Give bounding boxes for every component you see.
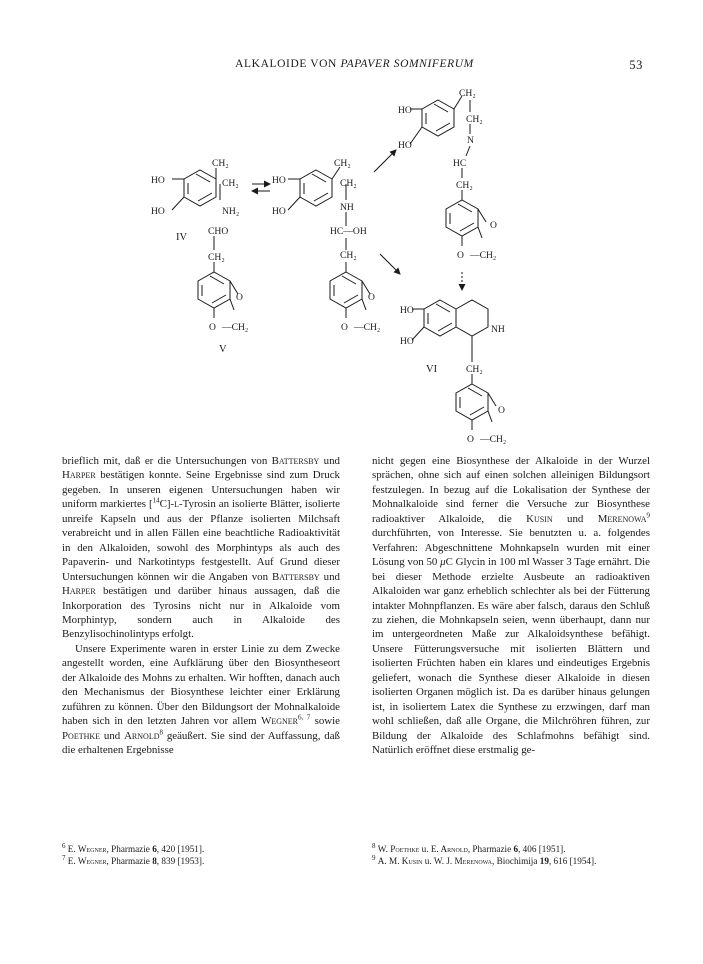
compound-vi-aromatic-ring <box>424 300 456 336</box>
reaction-scheme <box>0 0 703 450</box>
vi-ch2-sub: —CH₂ <box>480 434 507 445</box>
iv-nh2: NH₂ <box>222 206 240 217</box>
footnote-7: $^7$ E. Wegner, Pharmazie 8, 839 [1953]. <box>62 853 205 866</box>
left-paragraph-2: Unsere Experimente waren in erster Linie zu dem Zwecke angestellt worden, eine Aufklärung über den Biosyntheseort der Alkaloide des Mohns zu erhalten. Wir hofften, danach auch den Mechanismus der Biosynthese leichter einer Erklärung zuführen zu können. Über den Bildungsort der Mohnalkaloide haben sich in den letzten Jahren vor allem Wegner$^{6, 7}$ sowie Poethke und Arnold$^8$ geäußert. Sie sind der Auffassung, daß die erhaltenen Ergebnisse <box>62 642 341 757</box>
author-merenowa: Merenowa <box>597 512 647 525</box>
footnote-ref-6-7: 6, 7 <box>298 713 311 722</box>
up-ch2-b: CH₂ <box>456 180 473 191</box>
v-ch2: CH₂ <box>340 178 357 189</box>
up-ho-2: HO <box>398 140 412 151</box>
right-column <box>372 454 650 758</box>
compound-v-lower-ring <box>330 272 362 308</box>
up-hc: HC <box>453 158 467 169</box>
author-harper: Harper <box>62 585 96 598</box>
footnotes-left <box>62 843 352 867</box>
author-harper: Harper <box>62 469 96 482</box>
up-ch2-top: CH₂ <box>459 88 476 99</box>
iv-ch2-sub: —CH₂ <box>222 322 249 333</box>
footnote-8: $^8$ W. Poethke u. E. Arnold, Pharmazie 6, 406 [1951]. <box>372 841 566 854</box>
iv-ch2-b: CH₂ <box>208 252 225 263</box>
v-ho-2: HO <box>272 206 286 217</box>
compound-iv-ring <box>184 170 216 206</box>
author-poethke: Poethke <box>62 729 101 742</box>
page-number: 53 <box>629 58 643 72</box>
author-battersby: Battersby <box>271 455 320 467</box>
vi-o-2: O <box>467 434 474 445</box>
arrow-to-upper <box>374 150 396 172</box>
vi-ho-1: HO <box>400 305 414 316</box>
up-ho-1: HO <box>398 105 412 116</box>
iv-ch2-top: CH₂ <box>212 158 229 169</box>
upper-compound-lower-ring <box>446 200 478 236</box>
author-arnold: Arnold <box>124 729 160 742</box>
footnote-9: $^9$ A. M. Kusin u. W. J. Merenowa, Biochimija 19, 616 [1954]. <box>372 853 597 866</box>
compound-v-ring <box>300 170 332 206</box>
running-title-italic: PAPAVER SOMNIFERUM <box>340 58 474 70</box>
up-o-2: O <box>457 250 464 261</box>
compound-label-v: V <box>219 344 227 355</box>
iv-ch2: CH₂ <box>222 178 239 189</box>
compound-label-vi: VI <box>426 364 438 375</box>
iv-o-1: O <box>236 292 243 303</box>
compound-label-iv: IV <box>176 232 188 243</box>
left-paragraph-1: brieflich mit, daß er die Untersuchungen von Battersby und Harper bestätigen konnte. Seine Ergebnisse sind zum Druck gegeben. In unseren eigenen Untersuchungen haben wir uniform markiertes [$^{14}$C]-l-Tyrosin an isolierte Blätter, isolierte unreife Kapseln und aus der Pflanze isolierten Milchsaft verabreicht und in allen Fällen eine beachtliche Radioaktivität in den Alkaloiden, sowohl des Morphintyps als auch des Papaverin- und Narkotintyps festgestellt. Auf Grund dieser Untersuchungen können wir die Angaben von Battersby und Harper bestätigen und darüber hinaus aussagen, daß die Inkorporation des Tyrosins nicht nur in Alkaloide vom Morphintyp, sondern auch in Alkaloide des Benzylisochinolintyps erfolgt. <box>62 455 340 641</box>
vi-nh: NH <box>491 324 505 335</box>
v-o-2: O <box>341 322 348 333</box>
v-ch2-sub: —CH₂ <box>354 322 381 333</box>
iv-o-2: O <box>209 322 216 333</box>
compound-vi-lower-ring <box>456 384 488 420</box>
compound-iv-aldehyde-ring <box>198 272 230 308</box>
v-ch2-top: CH₂ <box>334 158 351 169</box>
right-paragraph-1: nicht gegen eine Biosynthese der Alkaloide in der Wurzel sprächen, ohne sich auf einen solchen alleinigen Bildungsort festzulegen. In bezug auf die Lokalisation der Synthese der Mohnalkaloide sind ferner die Versuche zur Biosynthese radioaktiver Alkaloide, die Kusin und Merenowa$^9$ durchführten, von Interesse. Sie benutzten u. a. folgendes Verfahren: Abgeschnittene Mohnkapseln wurden mit einer Lösung von 50 μC Glycin in 100 ml Wasser 3 Tage ernährt. Die bei dieser Methode erzielte Ausbeute an radioaktiven Alkaloiden war ganz erheblich schlechter als bei der Fütterung intakter Mohnpflanzen. Es wäre aber falsch, daraus den Schluß zu ziehen, die Mohnkapseln seien, wenn überhaupt, dann nur im untergeordneten Maße zur Alkaloidsynthese befähigt. Unsere Fütterungsversuche mit isolierten Blättern und isolierten Früchten haben ein klares und eindeutiges Ergebnis geliefert, wonach die Synthese dieser Alkaloide in diesen isolierten Organen möglich ist. Da es darüber hinaus gelungen ist, in isoliertem Latex die Synthese zu erzwingen, darf man wohl schließen, daß alle Organe, die Milchröhren führen, zur Bildung der Alkaloide des Schlafmohns befähigt sind. Natürlich eröffnet diese erstmalig ge- <box>372 455 651 757</box>
v-nh: NH <box>340 202 354 213</box>
footnote-ref-9: 9 <box>646 511 651 520</box>
author-wegner: Wegner <box>261 715 299 728</box>
up-n: N <box>467 135 474 146</box>
v-hcoh: HC—OH <box>330 226 367 237</box>
iv-ho-1: HO <box>151 175 165 186</box>
arrow-to-vi <box>380 254 400 274</box>
vi-ch2: CH₂ <box>466 364 483 375</box>
left-column <box>62 454 340 758</box>
upper-compound-ring <box>422 100 454 136</box>
author-kusin: Kusin <box>526 512 553 525</box>
up-ch2: CH₂ <box>466 114 483 125</box>
v-ho-1: HO <box>272 175 286 186</box>
v-o-1: O <box>368 292 375 303</box>
up-o-1: O <box>490 220 497 231</box>
up-ch2-sub: —CH₂ <box>470 250 497 261</box>
compound-vi-n-ring <box>456 300 488 336</box>
vi-o-1: O <box>498 405 505 416</box>
footnote-ref-8: 8 <box>159 727 163 736</box>
iv-cho: CHO <box>208 226 229 237</box>
vi-ho-2: HO <box>400 336 414 347</box>
running-title: ALKALOIDE VON PAPAVER SOMNIFERUM <box>235 58 474 70</box>
v-ch2-b: CH₂ <box>340 250 357 261</box>
footnote-6: $^6$ E. Wegner, Pharmazie 6, 420 [1951]. <box>62 841 205 854</box>
footnotes-right <box>372 843 662 867</box>
iv-ho-2: HO <box>151 206 165 217</box>
author-battersby: Battersby <box>271 570 320 583</box>
